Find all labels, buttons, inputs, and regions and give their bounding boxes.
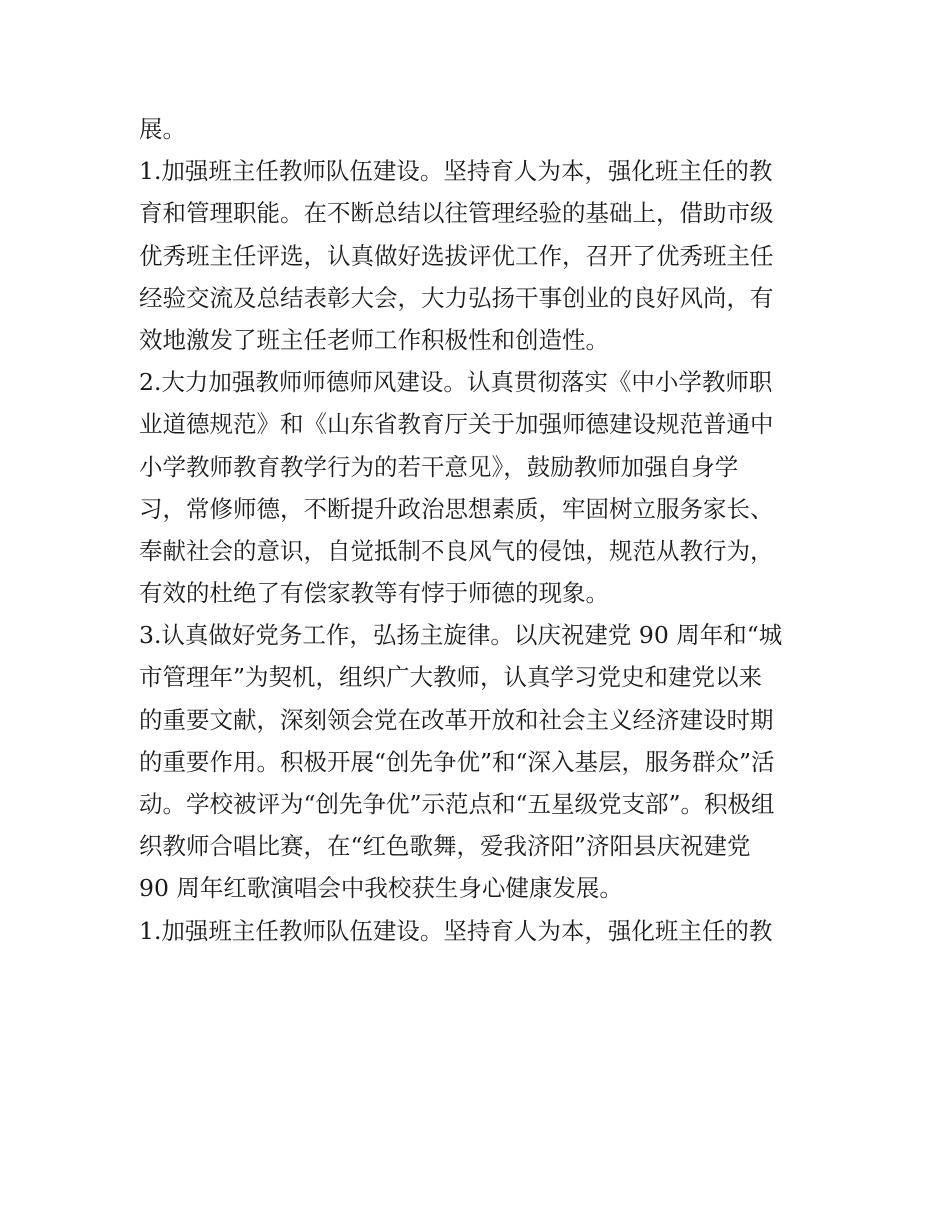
text-line: 2.大力加强教师师德师风建设。认真贯彻落实《中小学教师职 xyxy=(139,368,773,397)
text-line: 展。 xyxy=(139,115,186,143)
text-line: 3.认真做好党务工作，弘扬主旋律。以庆祝建党 90 周年和“城 xyxy=(139,621,783,650)
text-line: 经验交流及总结表彰大会，大力弘扬干事创业的良好风尚，有 xyxy=(139,283,774,312)
text-line: 业道德规范》和《山东省教育厅关于加强师德建设规范普通中 xyxy=(139,410,774,439)
text-line: 的重要文献，深刻领会党在改革开放和社会主义经济建设时期 xyxy=(139,705,774,734)
text-line: 动。学校被评为“创先争优”示范点和“五星级党支部”。积极组 xyxy=(139,790,775,818)
text-line: 习，常修师德，不断提升政治思想素质，牢固树立服务家长、 xyxy=(139,494,774,523)
text-line: 织教师合唱比赛，在“红色歌舞，爱我济阳”济阳县庆祝建党 xyxy=(139,832,751,861)
document-body xyxy=(139,108,819,952)
text-line: 1.加强班主任教师队伍建设。坚持育人为本，强化班主任的教 xyxy=(139,916,773,945)
text-line: 1.加强班主任教师队伍建设。坚持育人为本，强化班主任的教 xyxy=(139,157,773,186)
text-line: 90 周年红歌演唱会中我校获生身心健康发展。 xyxy=(139,874,623,903)
text-line: 有效的杜绝了有偿家教等有悖于师德的现象。 xyxy=(139,579,609,608)
text-line: 优秀班主任评选，认真做好选拔评优工作，召开了优秀班主任 xyxy=(139,241,774,270)
text-line: 奉献社会的意识，自觉抵制不良风气的侵蚀，规范从教行为， xyxy=(139,536,774,565)
text-line: 育和管理职能。在不断总结以往管理经验的基础上，借助市级 xyxy=(139,199,774,228)
text-line: 小学教师教育教学行为的若干意见》，鼓励教师加强自身学 xyxy=(139,452,739,481)
text-line: 市管理年”为契机，组织广大教师，认真学习党史和建党以来 xyxy=(139,663,763,692)
text-line: 的重要作用。积极开展“创先争优”和“深入基层，服务群众”活 xyxy=(139,747,775,776)
text-line: 效地激发了班主任老师工作积极性和创造性。 xyxy=(139,325,609,354)
